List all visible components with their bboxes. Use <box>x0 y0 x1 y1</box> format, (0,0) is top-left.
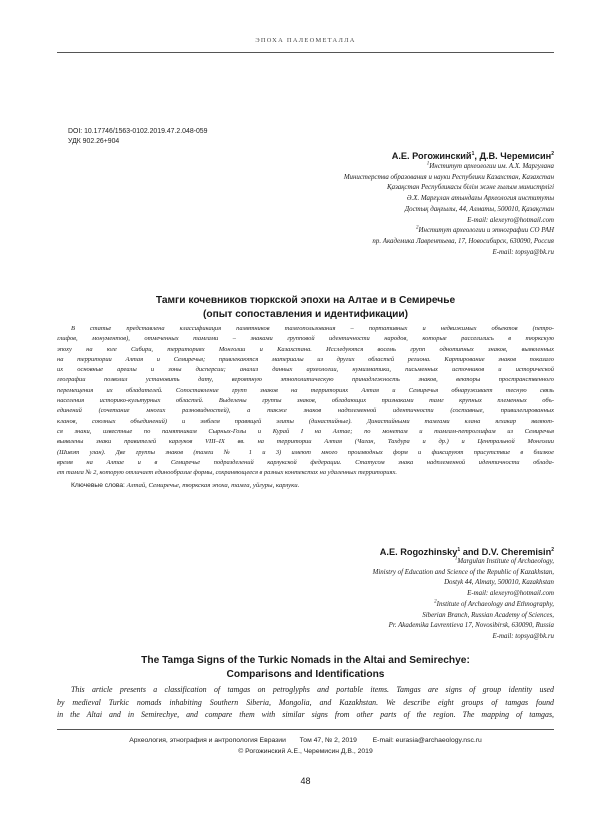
authors-en <box>380 547 554 557</box>
abstract-line: выявлены знаки правителей карлуков VIII–IX вв. на территории Алтая (Чаган, Тахдура и др.) и Центральной Монголии <box>57 438 554 446</box>
abstract-en <box>57 684 554 722</box>
affiliation-text: Достық даңғылы, 44, Алматы, 500010, Қазақстан <box>404 205 554 213</box>
author-1-sup: 1 <box>471 150 475 157</box>
abstract-line: перемещения их обладателей. Сопоставление групп знаков на территориях Алтая и Семиречья обнаруживает тесную связь <box>57 386 554 394</box>
abstract-line: глифов, монументов), отмеченных тамгами – знаками групповой идентичности народов, которые расселились в тюркскую <box>57 335 554 343</box>
abstract-line: (Шивэт улан). Две группы знаков (тамги № 1 и 3) имеют много производных форм и фиксируют присутствие в близкое <box>57 448 554 456</box>
affiliation-line <box>84 205 554 216</box>
affiliations-en <box>84 557 554 643</box>
affiliation-line <box>84 183 554 194</box>
abstract-line: время на Алтае и в Семиречье подразделений карлукской федерации. Статусом знака надплеменной идентичности облада- <box>57 458 554 466</box>
page-number: 48 <box>300 776 311 786</box>
affiliation-text: E-mail: alexeyro@hotmail.com <box>467 590 554 598</box>
abstract-line: This article presents a classification of tamgas on petroglyphs and portable items. Tamgas are signs of group identity used <box>71 685 554 694</box>
affiliation-text: Министерства образования и науки Республики Казахстан, Казахстан <box>343 173 554 181</box>
affiliation-text: Институт археологии им. А.Х. Маргулана <box>429 163 554 170</box>
affiliation-line <box>84 162 554 173</box>
keywords-ru <box>71 482 299 489</box>
author-2-sup-en: 2 <box>551 546 554 553</box>
affiliation-text: E-mail: topsya@bk.ru <box>492 248 554 256</box>
authors-ru <box>392 151 554 161</box>
affiliation-line <box>84 578 554 589</box>
affiliation-text: Dostyk 44, Almaty, 500010, Kazakhstan <box>444 579 554 587</box>
keywords-text: Алтай, Семиречье, тюркская эпоха, тамга, уйгуры, карлуки. <box>124 482 300 489</box>
affiliation-line <box>84 611 554 622</box>
affiliation-sup: 2 <box>434 599 437 605</box>
udk: УДК 902.26+904 <box>68 138 120 145</box>
affiliation-text: E-mail: alexeyro@hotmail.com <box>467 216 554 224</box>
affiliation-text: Institute of Archaeology and Ethnography, <box>436 600 554 608</box>
abstract-line: эпоху на юге Сибири, территориях Монголии и Казахстана. Исследуются восемь групп однотипных знаков, выявленных <box>57 345 554 353</box>
title-en <box>57 654 554 681</box>
title-ru-line: (опыт сопоставления и идентификации) <box>202 308 409 320</box>
affiliations-ru <box>84 162 554 258</box>
affiliation-line <box>84 173 554 184</box>
affiliation-line <box>84 600 554 611</box>
abstract-line: населения историко-культурных областей. Выделены группы знаков, обладающих признаками тамг крупных племенных объ- <box>57 397 554 405</box>
affiliation-sup: 1 <box>454 556 458 562</box>
author-2-name-en: and D.V. Cheremisin <box>460 547 552 557</box>
title-ru-line: Тамги кочевников тюркской эпохи на Алтае и в Семиречье <box>155 295 456 306</box>
affiliation-text: Қазақстан Республикасы білім және ғылым министрлігі <box>387 184 554 192</box>
affiliation-line[interactable] <box>84 632 554 643</box>
abstract-line: ет тамга № 2, которую отличает единообразие формы, сохраняющееся в разных контекстах на удаленных территориях. <box>57 469 397 477</box>
affiliation-text: Ә.Х. Марғұлан атындағы Археология институты <box>406 195 554 203</box>
footer-journal: Археология, этнография и антропология Евразии <box>129 737 286 744</box>
abstract-line: кланов, союзных объединений) и эмблем правящей элиты (династийные). Династийными тамгами клана ягхакар являют- <box>57 417 554 425</box>
footer-year: 2019 <box>341 737 357 744</box>
doi[interactable]: DOI: 10.17746/1563-0102.2019.47.2.048-059 <box>68 128 208 135</box>
affiliation-text: Институт археологии и этнографии СО РАН <box>418 227 554 235</box>
abstract-line: единений (сочетание многих разновидностей), а также знаков надплеменной идентичности (составные, привилегированных <box>57 407 554 415</box>
author-2-sup: 2 <box>551 150 554 157</box>
abstract-ru <box>57 324 554 478</box>
affiliation-line[interactable] <box>84 248 554 259</box>
affiliation-text: E-mail: topsya@bk.ru <box>492 632 554 640</box>
abstract-line: ся знаки, известные по памятникам Сырных-Гозы и Курай I на Алтае; по монетам и тамгам-петроглифам из Семиречья <box>57 427 554 435</box>
footer-rule <box>57 729 554 730</box>
abstract-line: by medieval Turkic nomads inhabiting Southern Siberia, Mongolia, and Kazakhstan. We describe eight groups of tamgas found <box>57 697 554 707</box>
title-en-line: The Tamga Signs of the Turkic Nomads in the Altai and Semirechye: <box>141 655 470 666</box>
author-1-name: А.Е. Рогожинский <box>391 151 472 161</box>
affiliation-sup: 2 <box>416 225 419 231</box>
abstract-line: В статье представлена классификация памятников тамгопользования – портативных и недвижимых объектов (петро- <box>71 325 554 332</box>
abstract-line: на территории Алтая и Семиречья; привлекаются материалы из других областей региона. Картирование знаков показало <box>57 355 554 363</box>
author-2-name: , Д.В. Черемисин <box>474 151 552 161</box>
affiliation-line <box>84 621 554 632</box>
footer-volume: Том 47, <box>299 737 324 744</box>
affiliation-line <box>84 568 554 579</box>
affiliation-line <box>84 557 554 568</box>
title-en-line: Comparisons and Identifications <box>226 668 385 680</box>
abstract-line: географии позволил установить дату, вероятную этнополитическую принадлежность знаков, векторы пространственного <box>57 376 554 384</box>
affiliation-text: Margulan Institute of Archaeology, <box>457 558 554 565</box>
affiliation-sup: 1 <box>426 161 430 167</box>
footer-email[interactable]: E-mail: eurasia@archaeology.nsc.ru <box>372 737 482 744</box>
running-head: ЭПОХА ПАЛЕОМЕТАЛЛА <box>255 37 356 44</box>
affiliation-text: Pr. Akademika Lavrentieva 17, Novosibirsk, 630090, Russia <box>388 622 554 630</box>
footer-issue: № 2, <box>324 737 340 744</box>
footer-journal-line <box>57 737 554 744</box>
author-1-sup-en: 1 <box>457 546 461 553</box>
affiliation-line <box>84 226 554 237</box>
header-rule <box>57 52 554 53</box>
keywords-label: Ключевые слова: <box>71 482 125 489</box>
abstract-line: in the Altai and in Semirechye, and compare them with similar signs from other parts of the region. The mapping of tamgas, <box>57 710 554 719</box>
affiliation-line <box>84 194 554 205</box>
affiliation-text: пр. Академика Лаврентьева, 17, Новосибирск, 630090, Россия <box>372 237 554 245</box>
affiliation-line[interactable] <box>84 589 554 600</box>
author-1-name-en: A.E. Rogozhinsky <box>379 547 458 557</box>
footer-copyright: © Рогожинский А.Е., Черемисин Д.В., 2019 <box>238 748 373 755</box>
affiliation-text: Siberian Branch, Russian Academy of Sciences, <box>422 611 554 619</box>
affiliation-line <box>84 237 554 248</box>
title-ru <box>57 294 554 321</box>
affiliation-line[interactable] <box>84 216 554 227</box>
abstract-line: их основные ареалы и зоны дисперсии; анализ данных археологии, нумизматики, письменных источников и исторической <box>57 366 554 374</box>
affiliation-text: Ministry of Education and Science of the Republic of Kazakhstan, <box>372 568 554 576</box>
